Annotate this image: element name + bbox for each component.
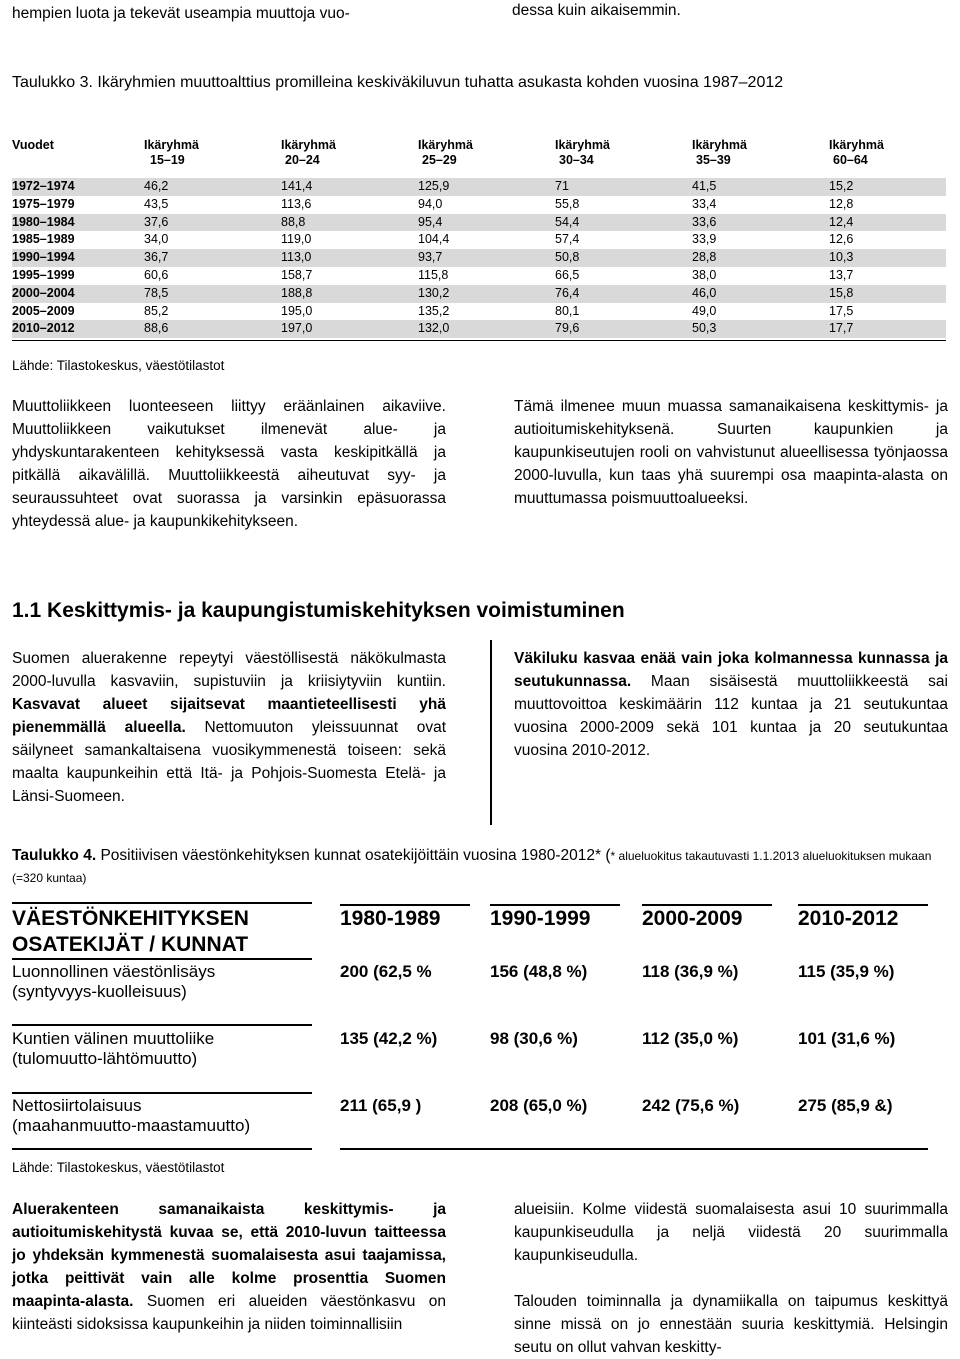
table3-value-cell: 13,7 — [829, 267, 854, 282]
table3-header-cell: Ikäryhmä 20–24 — [281, 138, 336, 167]
table4-row-rule — [12, 958, 312, 960]
table3-value-cell: 188,8 — [281, 285, 418, 303]
paragraph-vakiluku — [514, 647, 948, 762]
table3-value-cell: 46,2 — [144, 178, 281, 196]
table4-row — [12, 1096, 942, 1156]
table3-value-cell: 38,0 — [692, 267, 717, 282]
table3-source: Lähde: Tilastokeskus, väestötilastot — [12, 358, 225, 373]
table3-value-cell: 33,6 — [692, 214, 829, 232]
table4-header-rule — [798, 904, 928, 906]
table4-period: 1980-1989 — [340, 907, 441, 930]
paragraph-aikaviive: Muuttoliikkeen luonteeseen liittyy eräänlainen aikaviive. Muuttoliikkeen vaikutukset ilmenevät alue- ja yhdyskuntarakenteen kehityksessä vasta keskipitkällä ja pitkällä aikavälillä. Muuttoliikkeestä aiheutuvat syy- ja seuraussuhteet ovat suorassa ja varsinkin epäsuorassa yhteydessä alue- ja kaupunkikehitykseen. — [12, 398, 446, 530]
table3-bottom-rule — [12, 340, 946, 341]
table3-value-cell: 115,8 — [418, 267, 449, 282]
table3-value-cell: 85,2 — [144, 303, 169, 318]
table3-header-cell: Ikäryhmä 35–39 — [692, 138, 747, 167]
table3-row — [12, 267, 946, 285]
table3-value-cell: 10,3 — [829, 249, 946, 267]
table3-value-cell: 17,7 — [829, 320, 946, 338]
table4-source: Lähde: Tilastokeskus, väestötilastot — [12, 1160, 225, 1175]
table3-value-cell: 78,5 — [144, 285, 281, 303]
paragraph-aluerakenteen — [12, 1198, 446, 1336]
table3-header-row — [12, 138, 946, 178]
table3-year-cell: 2005–2009 — [12, 303, 75, 318]
table3-value-cell: 57,4 — [555, 232, 580, 247]
table3-header-cell: Ikäryhmä 30–34 — [555, 138, 610, 167]
continued-text-left: hempien luota ja tekevät useampia muuttoja vuo- — [12, 5, 350, 22]
table3-value-cell: 195,0 — [281, 303, 313, 318]
table3-value-cell: 88,8 — [281, 214, 418, 232]
table3-value-cell: 50,3 — [692, 320, 829, 338]
table3 — [12, 138, 946, 338]
table4-header-row — [12, 906, 942, 962]
table3-value-cell: 104,4 — [418, 232, 450, 247]
table3-value-cell: 15,8 — [829, 285, 946, 303]
table3-year-cell: 2000–2004 — [12, 285, 144, 303]
table3-value-cell: 36,7 — [144, 249, 281, 267]
table4-row — [12, 962, 942, 1022]
table4-header-title: VÄESTÖNKEHITYKSEN OSATEKIJÄT / KUNNAT — [12, 907, 249, 956]
table3-value-cell: 34,0 — [144, 232, 169, 247]
table3-year-cell: 1972–1974 — [12, 178, 144, 196]
table3-year-cell: 1980–1984 — [12, 214, 144, 232]
table4-period: 1990-1999 — [490, 907, 591, 930]
table4-row-rule — [12, 1092, 312, 1094]
table3-year-cell: 2010–2012 — [12, 320, 144, 338]
table3-header-cell: Ikäryhmä 60–64 — [829, 138, 884, 167]
table4-cell: 242 (75,6 %) — [642, 1096, 740, 1115]
table3-caption-text: Ikäryhmien muuttoalttius promilleina keskiväkiluvun tuhatta asukasta kohden vuosina 1987–2012 — [97, 74, 784, 91]
table4-cell: 200 (62,5 % — [340, 962, 432, 981]
table4-bottom-rule — [340, 1148, 928, 1150]
table3-value-cell: 17,5 — [829, 303, 854, 318]
table3-value-cell: 79,6 — [555, 320, 692, 338]
table4-cell: 275 (85,9 &) — [798, 1096, 893, 1115]
text-block: Talouden toiminnalla ja dynamiikalla on taipumus keskittyä sinne missä on jo ennestään suuria keskittymiä. Helsingin seutu on ollut vahvan keskitty- — [514, 1293, 948, 1356]
paragraph-alueisiin — [514, 1198, 948, 1359]
paragraph-keskittymis: Tämä ilmenee muun muassa samanaikaisena keskittymis- ja autioitumiskehityksenä. Suurten kaupunkien ja kaupunkiseutujen rooli on vahvistunut alueellisessa työnjaossa 2000-luvulla, kun taas yhä suurempi osa maapinta-alasta on muuttumassa poismuuttoalueeksi. — [514, 398, 948, 507]
table3-row — [12, 320, 946, 338]
table3-value-cell: 37,6 — [144, 214, 281, 232]
table3-value-cell: 113,0 — [281, 249, 418, 267]
text-span: Maan sisäisestä muuttoliikkeestä sai muuttovoittoa keskimäärin 112 kuntaa ja 21 seutukuntaa vuosina 2000-2009 sekä 101 kuntaa ja 20 seutukuntaa vuosina 2010-2012. — [514, 673, 948, 759]
table3-value-cell: 141,4 — [281, 178, 418, 196]
table4-row-label: Luonnollinen väestönlisäys (syntyvyys-kuolleisuus) — [12, 962, 216, 1001]
bold-span: Aluerakenteen samanaikaista keskittymis- ja autioitumiskehitystä kuvaa se, että 2010-luvun taitteessa jo yhdeksän kymmenestä suomalaisesta asui taajamissa, jotka peittivät vain alle kolme prosenttia Suomen maapinta-alasta. — [12, 1201, 446, 1310]
table3-header-cell: Ikäryhmä 15–19 — [144, 138, 199, 167]
table3-row — [12, 303, 946, 321]
table3-value-cell: 76,4 — [555, 285, 692, 303]
table3-value-cell: 43,5 — [144, 196, 169, 211]
table3-header-cell: Ikäryhmä 25–29 — [418, 138, 473, 167]
table3-value-cell: 12,6 — [829, 232, 854, 247]
table3-row — [12, 196, 946, 214]
table4 — [12, 902, 942, 1135]
table3-value-cell: 66,5 — [555, 267, 580, 282]
table4-cell: 118 (36,9 %) — [642, 962, 739, 981]
table3-value-cell: 113,6 — [281, 196, 312, 211]
table3-value-cell: 94,0 — [418, 196, 443, 211]
table4-cell: 211 (65,9 ) — [340, 1096, 422, 1115]
table4-cell: 101 (31,6 %) — [798, 1029, 896, 1048]
column-divider — [490, 640, 492, 825]
table3-value-cell: 15,2 — [829, 178, 946, 196]
text-span: Suomen eri alueiden väestönkasvu on kiinteästi sidoksissa kaupunkeihin ja niiden toiminnallisiin — [12, 1293, 446, 1333]
table3-value-cell: 54,4 — [555, 214, 692, 232]
table4-cell: 156 (48,8 %) — [490, 962, 588, 981]
table4-row-label: Kuntien välinen muuttoliike (tulomuutto-lähtömuutto) — [12, 1029, 215, 1068]
table4-row-rule — [12, 1024, 312, 1026]
table3-year-cell: 1990–1994 — [12, 249, 144, 267]
table3-row — [12, 249, 946, 267]
table3-value-cell: 88,6 — [144, 320, 281, 338]
table3-row — [12, 214, 946, 232]
table4-caption — [12, 845, 952, 889]
table3-caption-label: Taulukko 3. — [12, 74, 93, 91]
table4-header-rule — [642, 904, 772, 906]
table3-year-cell: 1985–1989 — [12, 232, 75, 247]
table3-value-cell: 125,9 — [418, 178, 555, 196]
table3-value-cell: 135,2 — [418, 303, 450, 318]
table4-header-rule — [340, 904, 470, 906]
table3-value-cell: 12,4 — [829, 214, 946, 232]
bold-span: Väkiluku kasvaa enää vain joka kolmannessa kunnassa ja seutukunnassa. — [514, 650, 948, 690]
text-span: Nettomuuton yleissuunnat ovat säilyneet samankaltaisena vuosikymmenestä toiseen: sekä maalta kaupunkeihin että Itä- ja Pohjois-Suomesta Etelä- ja Länsi-Suomeen. — [12, 719, 446, 805]
table3-row — [12, 285, 946, 303]
table3-value-cell: 158,7 — [281, 267, 313, 282]
table3-value-cell: 33,4 — [692, 196, 717, 211]
table4-caption-note: * alueluokitus takautuvasti 1.1.2013 alueluokituksen mukaan (=320 kuntaa) — [12, 849, 932, 885]
table3-row — [12, 178, 946, 196]
table3-value-cell: 50,8 — [555, 249, 692, 267]
table3-value-cell: 33,9 — [692, 232, 717, 247]
table3-value-cell: 197,0 — [281, 320, 418, 338]
table3-row — [12, 231, 946, 249]
table3-value-cell: 28,8 — [692, 249, 829, 267]
table3-value-cell: 71 — [555, 178, 692, 196]
table3-value-cell: 119,0 — [281, 232, 312, 247]
table3-value-cell: 95,4 — [418, 214, 555, 232]
table3-value-cell: 80,1 — [555, 303, 580, 318]
table4-top-rule — [12, 902, 312, 904]
table4-cell: 112 (35,0 %) — [642, 1029, 739, 1048]
table4-row — [12, 1029, 942, 1089]
table4-caption-label: Taulukko 4. — [12, 847, 97, 864]
table3-year-cell: 1975–1979 — [12, 196, 75, 211]
table3-value-cell: 60,6 — [144, 267, 169, 282]
table4-caption-text: Positiivisen väestönkehityksen kunnat osatekijöittäin vuosina 1980-2012* ( — [100, 847, 611, 864]
bold-span: Kasvavat alueet sijaitsevat maantieteellisesti yhä pienemmällä alueella. — [12, 696, 446, 736]
table4-header-rule — [490, 904, 620, 906]
table3-value-cell: 41,5 — [692, 178, 829, 196]
continued-text-right: dessa kuin aikaisemmin. — [512, 2, 681, 19]
table4-row-label: Nettosiirtolaisuus (maahanmuutto-maastamuutto) — [12, 1096, 251, 1135]
table4-bottom-rule — [12, 1148, 312, 1150]
table3-value-cell: 130,2 — [418, 285, 555, 303]
table4-period: 2000-2009 — [642, 907, 743, 930]
table4-period: 2010-2012 — [798, 907, 899, 930]
paragraph-aluerakenne — [12, 647, 446, 808]
table4-cell: 208 (65,0 %) — [490, 1096, 588, 1115]
table3-value-cell: 55,8 — [555, 196, 580, 211]
table3-caption — [12, 71, 942, 95]
table3-value-cell: 132,0 — [418, 320, 555, 338]
table3-year-cell: 1995–1999 — [12, 267, 75, 282]
table4-cell: 98 (30,6 %) — [490, 1029, 578, 1048]
text-span: Suomen aluerakenne repeytyi väestöllisestä näkökulmasta 2000-luvulla kasvaviin, supistuviin ja kriisiytyviin kuntiin. — [12, 650, 446, 690]
table3-value-cell: 93,7 — [418, 249, 555, 267]
table4-cell: 115 (35,9 %) — [798, 962, 895, 981]
table3-header-cell: Vuodet — [12, 138, 54, 152]
table3-value-cell: 12,8 — [829, 196, 854, 211]
text-block: alueisiin. Kolme viidestä suomalaisesta asui 10 suurimmalla kaupunkiseudulla ja neljä viidestä 20 suurimmalla kaupunkiseudulla. — [514, 1201, 948, 1264]
table3-value-cell: 49,0 — [692, 303, 717, 318]
table4-cell: 135 (42,2 %) — [340, 1029, 438, 1048]
section-heading: 1.1 Keskittymis- ja kaupungistumiskehityksen voimistuminen — [12, 599, 625, 622]
table3-value-cell: 46,0 — [692, 285, 829, 303]
